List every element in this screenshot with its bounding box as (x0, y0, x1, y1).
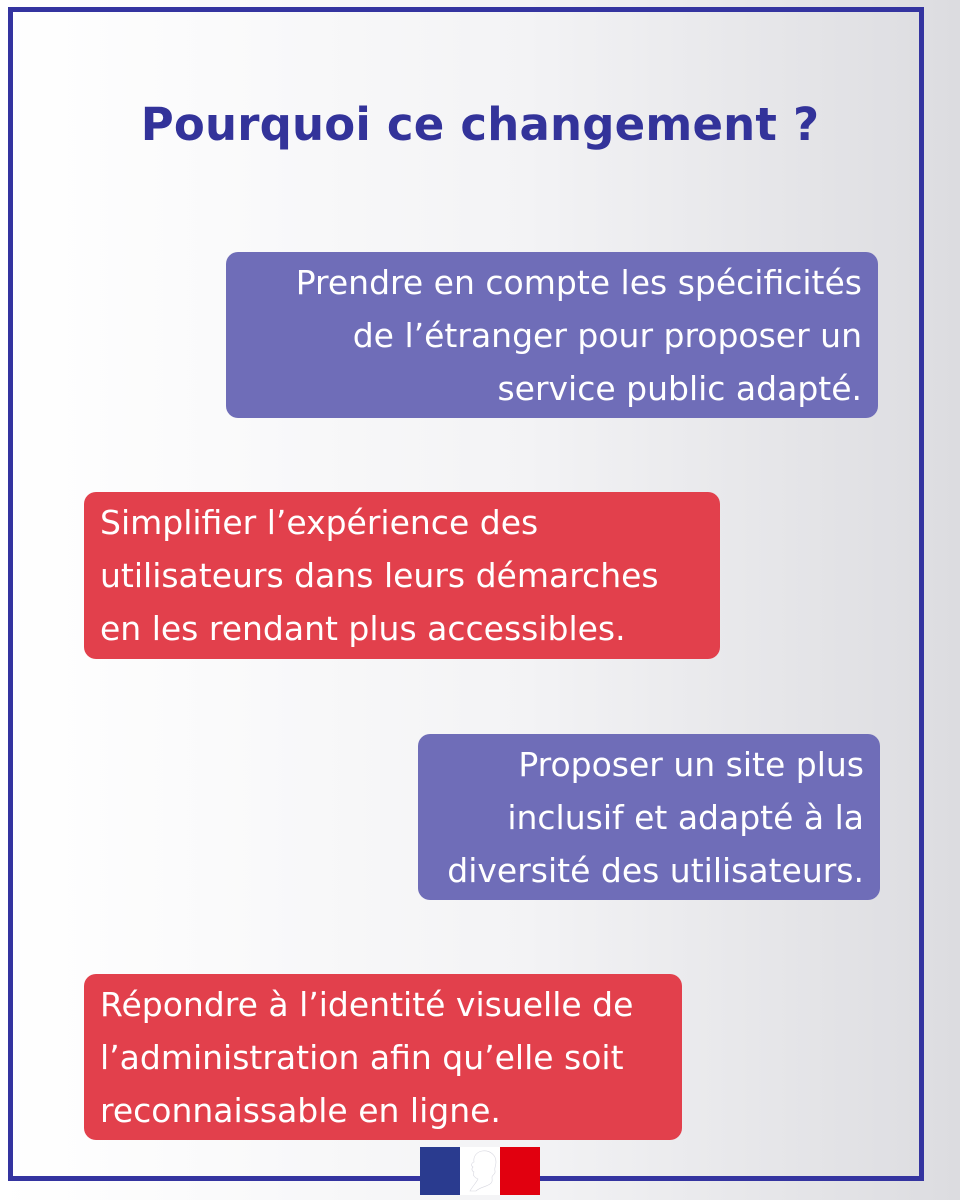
reason-card-2-line-1: Simplifier l’expérience des (100, 503, 539, 542)
reason-card-3-line-1: Proposer un site plus (518, 745, 864, 784)
reason-card-4-line-2: l’administration afin qu’elle soit (100, 1038, 624, 1077)
page-title: Pourquoi ce changement ? (140, 98, 820, 151)
reason-card-3 (418, 734, 880, 900)
reason-card-4 (84, 974, 682, 1140)
marianne-icon (420, 1147, 540, 1195)
reason-card-1 (226, 252, 878, 418)
reason-card-2-line-2: utilisateurs dans leurs démarches (100, 556, 659, 595)
republique-francaise-logo (420, 1147, 540, 1195)
reason-card-1-line-2: de l’étranger pour proposer un (352, 316, 862, 355)
reason-card-4-line-1: Répondre à l’identité visuelle de (100, 985, 634, 1024)
reason-card-1-line-3: service public adapté. (497, 369, 862, 408)
reason-card-1-line-1: Prendre en compte les spécificités (295, 263, 862, 302)
reason-card-4-line-3: reconnaissable en ligne. (100, 1091, 501, 1130)
reason-card-3-line-2: inclusif et adapté à la (507, 798, 864, 837)
reason-card-2-line-3: en les rendant plus accessibles. (100, 609, 626, 648)
reason-card-2 (84, 492, 720, 659)
reason-card-3-line-3: diversité des utilisateurs. (447, 851, 864, 890)
